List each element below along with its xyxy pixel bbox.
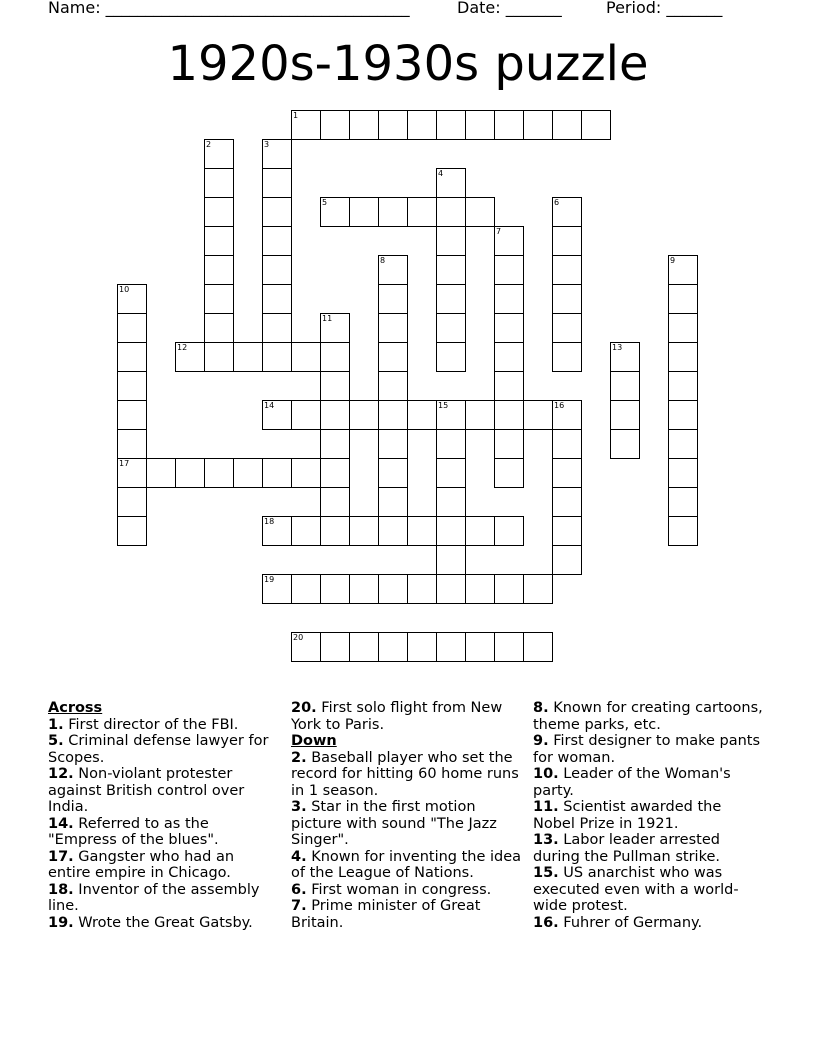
grid-cell[interactable] — [436, 400, 466, 430]
grid-cell[interactable] — [494, 255, 524, 285]
grid-cell[interactable] — [117, 458, 147, 488]
grid-cell[interactable] — [291, 400, 321, 430]
grid-cell[interactable] — [262, 284, 292, 314]
clue-number-label: 8. — [533, 700, 549, 716]
clue-item — [533, 799, 765, 832]
clue-number: 9 — [670, 256, 676, 265]
clue-number-label: 11. — [533, 799, 559, 815]
grid-cell[interactable] — [552, 226, 582, 256]
grid-cell[interactable] — [494, 371, 524, 401]
clue-number-label: 16. — [533, 914, 559, 931]
grid-cell[interactable] — [262, 458, 292, 488]
clue-number: 17 — [119, 459, 130, 468]
clue-text: US anarchist who was executed even with a world-wide protest. — [533, 865, 739, 914]
grid-cell[interactable] — [494, 400, 524, 430]
grid-cell[interactable] — [552, 342, 582, 372]
grid-cell[interactable] — [262, 313, 292, 343]
clue-item — [533, 915, 765, 932]
clue-item — [291, 700, 523, 733]
grid-cell[interactable] — [668, 313, 698, 343]
grid-cell[interactable] — [407, 632, 437, 662]
grid-cell[interactable] — [552, 255, 582, 285]
date-field[interactable]: Date: _______ — [457, 0, 562, 17]
grid-cell[interactable] — [378, 429, 408, 459]
grid-cell[interactable] — [378, 632, 408, 662]
grid-cell[interactable] — [494, 429, 524, 459]
clue-item — [48, 766, 280, 816]
clue-item — [291, 898, 523, 931]
clue-number: 10 — [119, 285, 130, 294]
grid-cell[interactable] — [320, 110, 350, 140]
clue-item — [291, 750, 523, 800]
grid-cell[interactable] — [552, 545, 582, 575]
grid-cell[interactable] — [175, 342, 205, 372]
grid-cell[interactable] — [581, 110, 611, 140]
puzzle-title: 1920s-1930s puzzle — [167, 36, 649, 92]
clue-item — [48, 717, 280, 734]
grid-cell[interactable] — [204, 284, 234, 314]
clue-text: First designer to make pants for woman. — [533, 733, 761, 766]
grid-cell[interactable] — [494, 313, 524, 343]
grid-cell[interactable] — [552, 516, 582, 546]
grid-cell[interactable] — [146, 458, 176, 488]
grid-cell[interactable] — [378, 342, 408, 372]
grid-cell[interactable] — [552, 284, 582, 314]
grid-cell[interactable] — [320, 313, 350, 343]
grid-cell[interactable] — [378, 400, 408, 430]
grid-cell[interactable] — [204, 458, 234, 488]
clue-item — [48, 733, 280, 766]
clue-text: Wrote the Great Gatsby. — [78, 914, 253, 931]
clue-text: Leader of the Woman's party. — [533, 766, 731, 799]
clue-text: Baseball player who set the record for hitting 60 home runs in 1 season. — [291, 749, 519, 799]
grid-cell[interactable] — [436, 255, 466, 285]
grid-cell[interactable] — [378, 574, 408, 604]
grid-cell[interactable] — [494, 632, 524, 662]
grid-cell[interactable] — [291, 632, 321, 662]
grid-cell[interactable] — [378, 516, 408, 546]
grid-cell[interactable] — [262, 197, 292, 227]
grid-cell[interactable] — [436, 110, 466, 140]
grid-cell[interactable] — [262, 516, 292, 546]
grid-cell[interactable] — [668, 429, 698, 459]
grid-cell[interactable] — [523, 400, 553, 430]
grid-cell[interactable] — [668, 255, 698, 285]
grid-cell[interactable] — [320, 429, 350, 459]
clue-number-label: 19. — [48, 914, 74, 931]
period-field[interactable]: Period: _______ — [606, 0, 723, 17]
clue-column-1 — [48, 700, 280, 931]
grid-cell[interactable] — [436, 313, 466, 343]
grid-cell[interactable] — [668, 371, 698, 401]
grid-cell[interactable] — [552, 110, 582, 140]
grid-cell[interactable] — [204, 313, 234, 343]
grid-cell[interactable] — [668, 400, 698, 430]
grid-cell[interactable] — [436, 458, 466, 488]
grid-cell[interactable] — [262, 168, 292, 198]
grid-cell[interactable] — [262, 574, 292, 604]
grid-cell[interactable] — [552, 400, 582, 430]
clue-number-label: 12. — [48, 766, 74, 782]
clue-number: 3 — [264, 140, 270, 149]
grid-cell[interactable] — [436, 516, 466, 546]
grid-cell[interactable] — [117, 284, 147, 314]
grid-cell[interactable] — [407, 197, 437, 227]
grid-cell[interactable] — [465, 632, 495, 662]
clue-number-label: 10. — [533, 766, 559, 782]
clue-text: Gangster who had an entire empire in Chicago. — [48, 848, 235, 881]
clue-number: 8 — [380, 256, 386, 265]
grid-cell[interactable] — [320, 400, 350, 430]
grid-cell[interactable] — [552, 487, 582, 517]
clue-number-label: 1. — [48, 716, 64, 733]
grid-cell[interactable] — [378, 197, 408, 227]
grid-cell[interactable] — [349, 197, 379, 227]
clue-number: 14 — [264, 401, 275, 410]
clue-item — [48, 915, 280, 932]
grid-cell[interactable] — [436, 487, 466, 517]
grid-cell[interactable] — [407, 516, 437, 546]
clue-text: Fuhrer of Germany. — [563, 914, 703, 931]
grid-cell[interactable] — [668, 487, 698, 517]
grid-cell[interactable] — [262, 400, 292, 430]
clue-text: Star in the first motion picture with sound "The Jazz Singer". — [291, 799, 497, 848]
grid-cell[interactable] — [320, 342, 350, 372]
grid-cell[interactable] — [204, 226, 234, 256]
grid-cell[interactable] — [378, 371, 408, 401]
clue-number: 19 — [264, 575, 275, 584]
grid-cell[interactable] — [262, 255, 292, 285]
clue-number-label: 7. — [291, 898, 307, 914]
clue-text: First woman in congress. — [311, 881, 492, 898]
grid-cell[interactable] — [407, 400, 437, 430]
clue-item — [533, 733, 765, 766]
clue-number: 15 — [438, 401, 449, 410]
clue-text: Criminal defense lawyer for Scopes. — [48, 733, 269, 766]
grid-cell[interactable] — [233, 342, 263, 372]
grid-cell[interactable] — [117, 487, 147, 517]
grid-cell[interactable] — [117, 342, 147, 372]
clue-number: 20 — [293, 633, 304, 642]
clue-number: 18 — [264, 517, 275, 526]
clue-item — [533, 832, 765, 865]
clue-column-2 — [291, 700, 523, 931]
grid-cell[interactable] — [378, 487, 408, 517]
grid-cell[interactable] — [378, 255, 408, 285]
grid-cell[interactable] — [117, 516, 147, 546]
clue-item — [533, 865, 765, 915]
grid-cell[interactable] — [320, 632, 350, 662]
clue-text: Known for creating cartoons, theme parks, etc. — [533, 700, 763, 733]
clue-item — [291, 799, 523, 849]
clue-item — [291, 849, 523, 882]
grid-cell[interactable] — [552, 458, 582, 488]
name-field[interactable]: Name: ______________________________________ — [48, 0, 410, 17]
grid-cell[interactable] — [523, 110, 553, 140]
clue-number-label: 15. — [533, 865, 559, 881]
grid-cell[interactable] — [436, 197, 466, 227]
clue-number-label: 5. — [48, 733, 64, 749]
clue-heading: Across — [48, 700, 103, 716]
grid-cell[interactable] — [291, 458, 321, 488]
grid-cell[interactable] — [378, 284, 408, 314]
grid-cell[interactable] — [262, 342, 292, 372]
grid-cell[interactable] — [175, 458, 205, 488]
grid-cell[interactable] — [494, 458, 524, 488]
grid-cell[interactable] — [291, 574, 321, 604]
grid-cell[interactable] — [668, 516, 698, 546]
grid-cell[interactable] — [494, 516, 524, 546]
clue-text: Inventor of the assembly line. — [48, 881, 260, 914]
grid-cell[interactable] — [204, 342, 234, 372]
grid-cell[interactable] — [204, 255, 234, 285]
grid-cell[interactable] — [349, 574, 379, 604]
grid-cell[interactable] — [378, 458, 408, 488]
grid-cell[interactable] — [552, 429, 582, 459]
grid-cell[interactable] — [117, 313, 147, 343]
clue-heading: Down — [291, 733, 337, 749]
grid-cell[interactable] — [349, 516, 379, 546]
grid-cell[interactable] — [349, 110, 379, 140]
grid-cell[interactable] — [610, 371, 640, 401]
clue-text: First solo flight from New York to Paris. — [291, 700, 503, 733]
clue-text: Prime minister of Great Britain. — [291, 898, 481, 931]
grid-cell[interactable] — [494, 110, 524, 140]
clue-number: 7 — [496, 227, 502, 236]
clue-number-label: 4. — [291, 848, 307, 865]
grid-cell[interactable] — [465, 110, 495, 140]
grid-cell[interactable] — [320, 574, 350, 604]
grid-cell[interactable] — [320, 371, 350, 401]
clue-number-label: 13. — [533, 832, 559, 848]
clue-number: 5 — [322, 198, 328, 207]
grid-cell[interactable] — [552, 313, 582, 343]
grid-cell[interactable] — [436, 429, 466, 459]
grid-cell[interactable] — [262, 139, 292, 169]
grid-cell[interactable] — [349, 632, 379, 662]
clue-number-label: 3. — [291, 799, 307, 815]
grid-cell[interactable] — [407, 574, 437, 604]
clue-number: 6 — [554, 198, 560, 207]
grid-cell[interactable] — [610, 429, 640, 459]
grid-cell[interactable] — [465, 574, 495, 604]
clue-text: Known for inventing the idea of the League of Nations. — [291, 848, 522, 881]
grid-cell[interactable] — [436, 284, 466, 314]
grid-cell[interactable] — [204, 168, 234, 198]
grid-cell[interactable] — [610, 400, 640, 430]
grid-cell[interactable] — [117, 371, 147, 401]
clue-item — [48, 882, 280, 915]
grid-cell[interactable] — [552, 197, 582, 227]
clue-item — [533, 700, 765, 733]
grid-cell[interactable] — [668, 342, 698, 372]
grid-cell[interactable] — [233, 458, 263, 488]
clue-text: First director of the FBI. — [68, 716, 239, 733]
grid-cell[interactable] — [204, 139, 234, 169]
grid-cell[interactable] — [436, 168, 466, 198]
clue-item — [291, 882, 523, 899]
grid-cell[interactable] — [436, 545, 466, 575]
grid-cell[interactable] — [320, 487, 350, 517]
clue-number: 13 — [612, 343, 623, 352]
clue-text: Scientist awarded the Nobel Prize in 1921. — [533, 799, 722, 832]
clue-text: Referred to as the "Empress of the blues". — [48, 815, 219, 848]
clue-number: 12 — [177, 343, 188, 352]
clue-number: 4 — [438, 169, 444, 178]
grid-cell[interactable] — [465, 197, 495, 227]
grid-cell[interactable] — [436, 574, 466, 604]
clue-item — [48, 816, 280, 849]
clue-number-label: 18. — [48, 881, 74, 898]
grid-cell[interactable] — [349, 400, 379, 430]
clue-item — [48, 849, 280, 882]
grid-cell[interactable] — [436, 226, 466, 256]
grid-cell[interactable] — [117, 400, 147, 430]
grid-cell[interactable] — [494, 342, 524, 372]
grid-cell[interactable] — [465, 400, 495, 430]
grid-cell[interactable] — [262, 226, 292, 256]
grid-cell[interactable] — [291, 110, 321, 140]
clue-number-label: 9. — [533, 733, 549, 749]
grid-cell[interactable] — [378, 313, 408, 343]
clue-text: Non-violant protester against British control over India. — [48, 766, 245, 815]
grid-cell[interactable] — [204, 197, 234, 227]
grid-cell[interactable] — [668, 284, 698, 314]
grid-cell[interactable] — [291, 516, 321, 546]
clue-number-label: 6. — [291, 881, 307, 898]
clue-number-label: 2. — [291, 749, 307, 766]
clue-number: 16 — [554, 401, 565, 410]
grid-cell[interactable] — [494, 284, 524, 314]
clue-number-label: 20. — [291, 700, 317, 716]
grid-cell[interactable] — [494, 226, 524, 256]
grid-cell[interactable] — [117, 429, 147, 459]
grid-cell[interactable] — [378, 110, 408, 140]
grid-cell[interactable] — [320, 458, 350, 488]
grid-cell[interactable] — [436, 342, 466, 372]
grid-cell[interactable] — [407, 110, 437, 140]
clue-number: 1 — [293, 111, 299, 120]
grid-cell[interactable] — [465, 516, 495, 546]
clue-number: 2 — [206, 140, 212, 149]
clue-item — [533, 766, 765, 799]
grid-cell[interactable] — [320, 516, 350, 546]
grid-cell[interactable] — [494, 574, 524, 604]
grid-cell[interactable] — [291, 342, 321, 372]
grid-cell[interactable] — [320, 197, 350, 227]
grid-cell[interactable] — [668, 458, 698, 488]
grid-cell[interactable] — [523, 574, 553, 604]
clue-column-3 — [533, 700, 765, 931]
clue-number: 11 — [322, 314, 333, 323]
clue-number-label: 14. — [48, 815, 74, 832]
grid-cell[interactable] — [523, 632, 553, 662]
clue-text: Labor leader arrested during the Pullman strike. — [533, 832, 720, 865]
grid-cell[interactable] — [436, 632, 466, 662]
clue-number-label: 17. — [48, 848, 74, 865]
grid-cell[interactable] — [610, 342, 640, 372]
